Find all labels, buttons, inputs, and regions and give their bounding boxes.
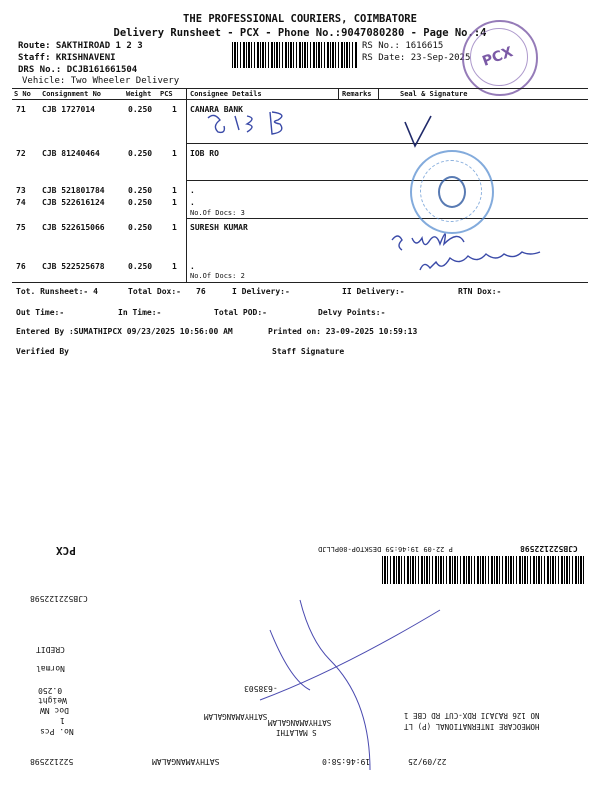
th-weight: Weight bbox=[126, 90, 152, 98]
row-pcs: 1 bbox=[172, 149, 177, 158]
row-consignment: CJB 521801784 bbox=[42, 186, 105, 195]
in-time: In Time:- bbox=[118, 308, 162, 317]
docs-count: No.Of Docs: 2 bbox=[190, 272, 245, 280]
row-sno: 73 bbox=[16, 186, 26, 195]
row-pcs: 1 bbox=[172, 198, 177, 207]
slip-barcode-id: CJB522122598 bbox=[520, 544, 578, 553]
rs-no: RS No.: 1616615 bbox=[362, 41, 444, 51]
slip-bottom-id: 522122598 bbox=[30, 757, 74, 766]
slip-normal: Normal bbox=[36, 664, 65, 673]
row-pcs: 1 bbox=[172, 105, 177, 114]
delvy-points: Delvy Points:- bbox=[318, 308, 386, 317]
signature-stroke bbox=[420, 252, 540, 270]
drs-label: DRS No.: DCJB161661504 bbox=[18, 65, 138, 75]
signature-stroke bbox=[270, 112, 282, 134]
route-label: Route: SAKTHIROAD 1 2 3 bbox=[18, 41, 143, 51]
signature-stroke bbox=[208, 115, 224, 132]
slip-sender-1: HOMEOCARE INTERNATIONAL (P) LT bbox=[404, 722, 540, 731]
signature-stroke bbox=[392, 234, 464, 250]
th-pcs: PCS bbox=[160, 90, 173, 98]
col-divider-seal bbox=[378, 88, 379, 100]
i-delivery: I Delivery:- bbox=[232, 287, 290, 296]
row-sno: 71 bbox=[16, 105, 26, 114]
row-sno: 72 bbox=[16, 149, 26, 158]
row-consignee: . bbox=[190, 262, 195, 271]
row-consignment: CJB 522616124 bbox=[42, 198, 105, 207]
table-top-rule bbox=[12, 88, 588, 89]
row-consignment: CJB 522615066 bbox=[42, 223, 105, 232]
slip-barcode bbox=[382, 556, 584, 584]
runsheet-subtitle: Delivery Runsheet - PCX - Phone No.:9047080280 - Page No.:4 bbox=[113, 27, 487, 39]
row-sno: 76 bbox=[16, 262, 26, 271]
th-sno: S No bbox=[14, 90, 31, 98]
slip-weight-val: 0.250 bbox=[38, 686, 63, 695]
slip-bottom-date: 22/09/25 bbox=[408, 757, 447, 766]
slip-print-info: P 22-09 19:46:59 DESKTOP-80PLLJD bbox=[318, 545, 453, 553]
slip-weight-label: Weight bbox=[38, 696, 67, 705]
rtn-dox: RTN Dox:- bbox=[458, 287, 502, 296]
row-consignee: CANARA BANK bbox=[190, 105, 243, 114]
signature-stroke bbox=[235, 116, 252, 132]
verified-by: Verified By bbox=[16, 347, 69, 356]
tot-runsheet: Tot. Runsheet:- 4 bbox=[16, 287, 98, 296]
th-remarks: Remarks bbox=[342, 90, 372, 98]
slip-bottom-city: SATHYAMANGALAM bbox=[152, 757, 220, 766]
pen-stroke bbox=[270, 630, 310, 690]
total-dox-label: Total Dox:- bbox=[128, 287, 181, 296]
staff-signature: Staff Signature bbox=[272, 347, 345, 356]
th-consignee: Consignee Details bbox=[190, 90, 262, 98]
col-divider-remarks bbox=[338, 88, 339, 100]
row-consignment: CJB 1727014 bbox=[42, 105, 95, 114]
slip-bottom-time: 19:46:58:0 bbox=[322, 757, 371, 766]
row-consignment: CJB 81240464 bbox=[42, 149, 100, 158]
slip-credit: CREDIT bbox=[36, 645, 65, 654]
out-time: Out Time:- bbox=[16, 308, 65, 317]
row-weight: 0.250 bbox=[128, 149, 153, 158]
vehicle-label: Vehicle: Two Wheeler Delivery bbox=[22, 76, 180, 86]
row-weight: 0.250 bbox=[128, 223, 153, 232]
company-title: THE PROFESSIONAL COURIERS, COIMBATORE bbox=[183, 13, 417, 25]
row-consignee: IOB RO bbox=[190, 149, 219, 158]
th-consignment: Consignment No bbox=[42, 90, 102, 98]
row-consignment: CJB 522525678 bbox=[42, 262, 105, 271]
slip-sender-2: NO 126 RAJAJI RDX-CUT RD CBE 1 bbox=[404, 711, 540, 720]
slip-pcs-val: 1 bbox=[60, 716, 65, 725]
row-consignee: SURESH KUMAR bbox=[190, 223, 248, 232]
slip-receiver-1: S MALATHI bbox=[276, 728, 317, 737]
runsheet-barcode bbox=[232, 42, 358, 68]
slip-no-pcs: No. Pcs bbox=[40, 727, 74, 736]
row-weight: 0.250 bbox=[128, 198, 153, 207]
pcx-stamp-text: PCX bbox=[480, 44, 516, 70]
entered-by: Entered By :SUMATHIPCX 09/23/2025 10:56:00 AM bbox=[16, 327, 233, 336]
slip-pen-marks bbox=[0, 590, 600, 790]
staff-label: Staff: KRISHNAVENI bbox=[18, 53, 116, 63]
ii-delivery: II Delivery:- bbox=[342, 287, 405, 296]
slip-side-id: CJB522122598 bbox=[30, 594, 88, 603]
docs-count: No.Of Docs: 3 bbox=[190, 209, 245, 217]
row-pcs: 1 bbox=[172, 262, 177, 271]
slip-doc-nw: Doc NW bbox=[40, 706, 69, 715]
row-sno: 75 bbox=[16, 223, 26, 232]
total-dox-value: 76 bbox=[196, 287, 206, 296]
check-mark bbox=[405, 116, 431, 146]
printed-on: Printed on: 23-09-2025 10:59:13 bbox=[268, 327, 418, 336]
row-weight: 0.250 bbox=[128, 186, 153, 195]
handwritten-signatures bbox=[180, 100, 600, 290]
th-seal: Seal & Signature bbox=[400, 90, 468, 98]
rs-date: RS Date: 23-Sep-2025 bbox=[362, 53, 471, 63]
row-weight: 0.250 bbox=[128, 105, 153, 114]
row-consignee: . bbox=[190, 186, 195, 195]
slip-pin: -638503 bbox=[244, 684, 278, 693]
slip-pcx: PCX bbox=[56, 544, 76, 557]
row-sno: 74 bbox=[16, 198, 26, 207]
pen-stroke bbox=[300, 600, 370, 770]
total-pod: Total POD:- bbox=[214, 308, 267, 317]
row-weight: 0.250 bbox=[128, 262, 153, 271]
slip-receiver-3: SATHYAMANGALAM bbox=[204, 712, 268, 721]
bank-seal-center bbox=[438, 176, 466, 208]
row-pcs: 1 bbox=[172, 223, 177, 232]
row-pcs: 1 bbox=[172, 186, 177, 195]
row-consignee: . bbox=[190, 198, 195, 207]
slip-receiver-2: SATHYAMANGALAM bbox=[268, 718, 332, 727]
